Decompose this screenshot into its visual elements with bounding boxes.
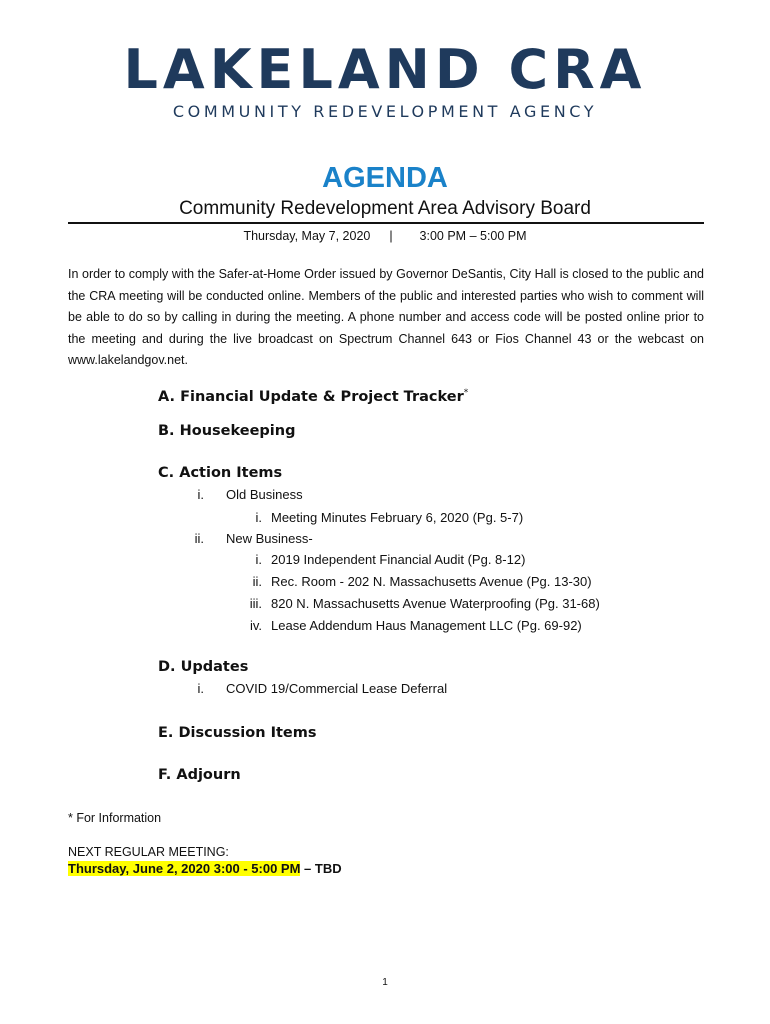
section-a-title: Financial Update & Project Tracker (180, 388, 464, 405)
section-f (158, 766, 241, 784)
logo-tagline: COMMUNITY REDEVELOPMENT AGENCY (172, 102, 598, 121)
for-information-marker: * (463, 388, 469, 398)
section-c-label: C. (158, 465, 175, 481)
next-meeting-date: Thursday, June 2, 2020 3:00 - 5:00 PM (68, 861, 301, 876)
page-title: AGENDA (322, 162, 448, 194)
list-number: i. (255, 510, 262, 525)
board-name: Community Redevelopment Area Advisory Board (179, 198, 591, 219)
list-item: 2019 Independent Financial Audit (Pg. 8-12) (271, 552, 526, 567)
section-c (158, 464, 282, 482)
list-item: 820 N. Massachusetts Avenue Waterproofing (Pg. 31-68) (271, 596, 600, 611)
list-number: ii. (194, 531, 204, 546)
list-item: COVID 19/Commercial Lease Deferral (226, 681, 448, 696)
next-meeting-suffix: – TBD (300, 861, 342, 876)
section-d-label: D. (158, 659, 176, 675)
section-d-title: Updates (180, 659, 249, 675)
footnote: * For Information (68, 811, 162, 825)
dateline-separator: | (389, 229, 393, 243)
section-f-label: F. (158, 767, 172, 783)
next-meeting (68, 861, 342, 877)
section-e (158, 724, 317, 742)
section-b-label: B. (158, 423, 175, 439)
intro-paragraph: In order to comply with the Safer-at-Home Order issued by Governor DeSantis, City Hall is closed to the public and the CRA meeting will be conducted online. Members of the public and interested parties who wish to comment will be able to do so by calling in during the meeting. A phone number and access code will be posted online prior to the meeting and during the live broadcast on Spectrum Channel 643 or Fios Channel 43 or the webcast on www.lakelandgov.net. (68, 267, 704, 367)
section-e-title: Discussion Items (178, 725, 317, 741)
meeting-dateline (0, 228, 770, 244)
section-d (158, 658, 248, 676)
section-a (158, 384, 468, 406)
section-a-label: A. (158, 388, 175, 405)
section-e-label: E. (158, 725, 174, 741)
logo-wordmark: LAKELAND CRA (123, 38, 647, 101)
list-item: Rec. Room - 202 N. Massachusetts Avenue (Pg. 13-30) (271, 574, 592, 589)
section-c-title: Action Items (179, 465, 283, 481)
list-item: Lease Addendum Haus Management LLC (Pg. 69-92) (271, 618, 582, 633)
page-number: 1 (382, 977, 388, 988)
meeting-time: 3:00 PM – 5:00 PM (419, 229, 527, 243)
next-meeting-label: NEXT REGULAR MEETING: (68, 845, 229, 859)
list-item: Meeting Minutes February 6, 2020 (Pg. 5-7) (271, 510, 524, 525)
title-divider (68, 222, 704, 224)
list-number: ii. (252, 574, 262, 589)
new-business-heading: New Business- (226, 531, 313, 546)
section-b-title: Housekeeping (179, 423, 296, 439)
list-number: iv. (249, 618, 262, 633)
meeting-date: Thursday, May 7, 2020 (243, 229, 371, 243)
list-number: i. (255, 552, 262, 567)
section-f-title: Adjourn (176, 767, 241, 783)
list-number: iii. (249, 596, 262, 611)
list-number: i. (197, 487, 204, 502)
list-number: i. (197, 681, 204, 696)
old-business-heading: Old Business (226, 487, 303, 502)
section-b (158, 422, 295, 440)
